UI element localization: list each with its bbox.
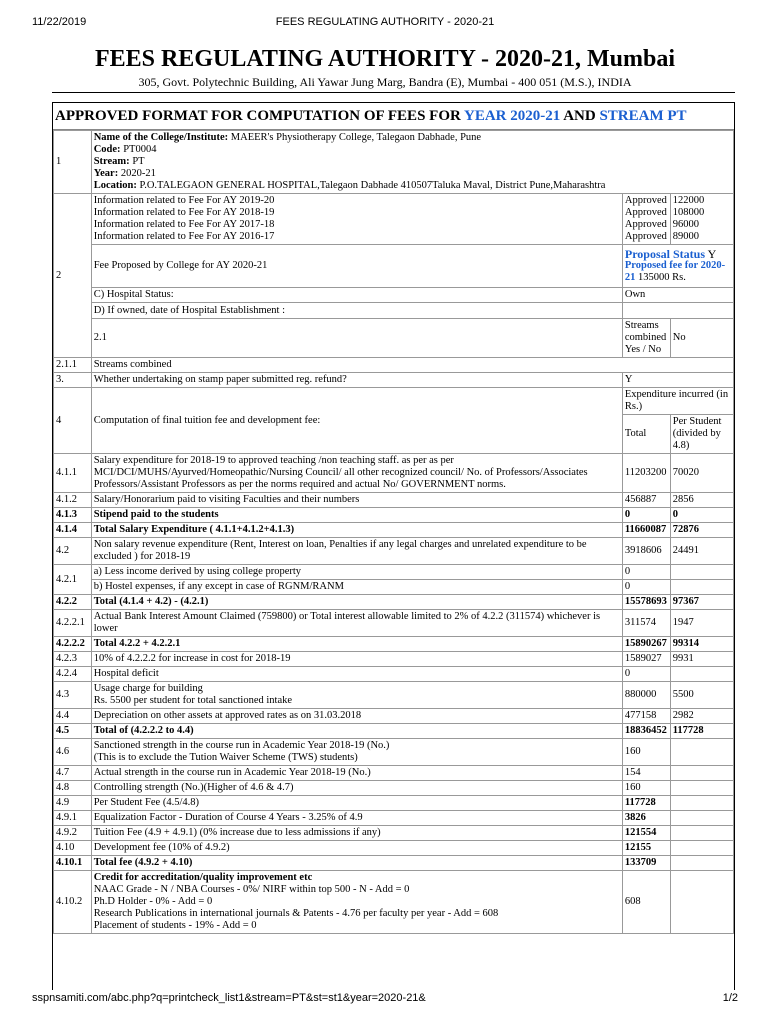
row-total: 456887 — [622, 493, 670, 508]
row-label: Total (4.1.4 + 4.2) - (4.2.1) — [91, 595, 622, 610]
year-label: Year: — [93, 168, 119, 179]
fee-info-amount: 122000 — [672, 195, 705, 206]
row-total: 477158 — [622, 709, 670, 724]
row-total: 11660087 — [622, 523, 670, 538]
credit-line: Placement of students - 19% - Add = 0 — [93, 920, 257, 931]
row-number: 4 — [54, 388, 92, 454]
row-number: 1 — [54, 131, 92, 194]
divider — [52, 92, 735, 93]
fee-info-amount: 96000 — [672, 219, 700, 230]
row-per-student — [670, 856, 733, 871]
heading-and: AND — [560, 108, 600, 124]
row-label: Whether undertaking on stamp paper submitted reg. refund? — [91, 373, 622, 388]
row-number: 4.6 — [54, 739, 92, 766]
heading-year: YEAR 2020-21 — [464, 108, 561, 124]
row-per-student — [670, 781, 733, 796]
fee-info-label: Information related to Fee For AY 2019-20 — [93, 195, 275, 206]
table-row — [54, 493, 734, 508]
college-row — [54, 131, 734, 194]
table-row — [54, 538, 734, 565]
fee-info-label: Information related to Fee For AY 2016-17 — [93, 231, 275, 242]
stream-label: Stream: — [93, 156, 130, 167]
proposal-status-cell — [622, 245, 733, 288]
row-per-student: 5500 — [670, 682, 733, 709]
row-per-student: 1947 — [670, 610, 733, 637]
row-total: 15890267 — [622, 637, 670, 652]
row-label: Usage charge for building Rs. 5500 per student for total sanctioned intake — [91, 682, 622, 709]
row-number: 2 — [54, 194, 92, 358]
code-label: Code: — [93, 144, 121, 155]
credit-line: NAAC Grade - N / NBA Courses - 0%/ NIRF within top 500 - N - Add = 0 — [93, 884, 410, 895]
credit-details — [91, 871, 622, 934]
row-number: 4.2.2.2 — [54, 637, 92, 652]
row-label: Hospital deficit — [91, 667, 622, 682]
row-number: 4.4 — [54, 709, 92, 724]
proposed-fee-value: 135000 Rs. — [637, 272, 686, 283]
table-row — [54, 781, 734, 796]
row-per-student: 97367 — [670, 595, 733, 610]
hospital-date-row — [54, 303, 734, 319]
row-number: 3. — [54, 373, 92, 388]
row-number: 4.10.1 — [54, 856, 92, 871]
row-label: Salary expenditure for 2018-19 to approved teaching /non teaching staff. as per as per MCI/DCI/MUHS/Ayurved/Homeopathic/Nursing Council/ all other recognized council/ No. of Professors/Associates Professors/Assistant Professors as per the norms required and actual No/ GOVERNMENT norms. — [91, 454, 622, 493]
table-row — [54, 796, 734, 811]
fee-info-status: Approved — [624, 231, 667, 242]
credit-line: Ph.D Holder - 0% - Add = 0 — [93, 896, 213, 907]
table-row — [54, 709, 734, 724]
print-footer — [0, 992, 770, 1006]
table-row — [54, 595, 734, 610]
sub-number: 2.1 — [91, 319, 622, 358]
row-per-student: 0 — [670, 508, 733, 523]
college-name: MAEER's Physiotherapy College, Talegaon Dabhade, Pune — [230, 132, 482, 143]
streams-combined-row — [54, 319, 734, 358]
college-details — [91, 131, 733, 194]
row-total: 18836452 — [622, 724, 670, 739]
row-per-student: 9931 — [670, 652, 733, 667]
expenditure-header: Expenditure incurred (in Rs.) — [622, 388, 733, 415]
name-label: Name of the College/Institute: — [93, 132, 229, 143]
row-label: Stipend paid to the students — [91, 508, 622, 523]
row-per-student: 117728 — [670, 724, 733, 739]
proposal-status-label: Proposal Status — [624, 247, 705, 261]
fee-table — [53, 130, 734, 934]
row-label: 10% of 4.2.2.2 for increase in cost for 2018-19 — [91, 652, 622, 667]
row-label: Per Student Fee (4.5/4.8) — [91, 796, 622, 811]
row-per-student — [670, 739, 733, 766]
print-url: sspnsamiti.com/abc.php?q=printcheck_list1&stream=PT&st=st1&year=2020-21& — [32, 992, 426, 1004]
row-total: 0 — [622, 508, 670, 523]
row-number: 4.9.2 — [54, 826, 92, 841]
row-number: 4.2.2 — [54, 595, 92, 610]
row-label: Actual Bank Interest Amount Claimed (759800) or Total interest allowable limited to 2% of 4.2.2 (311574) whichever is lower — [91, 610, 622, 637]
row-total: 160 — [622, 781, 670, 796]
row-per-student — [670, 766, 733, 781]
row-label: Tuition Fee (4.9 + 4.9.1) (0% increase due to less admissions if any) — [91, 826, 622, 841]
row-number: 4.3 — [54, 682, 92, 709]
row-per-student: 24491 — [670, 538, 733, 565]
row-label: Development fee (10% of 4.9.2) — [91, 841, 622, 856]
row-label: Sanctioned strength in the course run in Academic Year 2018-19 (No.) (This is to exclude the Tution Waiver Scheme (TWS) students) — [91, 739, 622, 766]
hospital-status-row — [54, 288, 734, 303]
row-4-header — [54, 388, 734, 415]
row-label: Total Salary Expenditure ( 4.1.1+4.1.2+4.1.3) — [91, 523, 622, 538]
table-row — [54, 523, 734, 538]
row-number: 4.1.4 — [54, 523, 92, 538]
table-row — [54, 856, 734, 871]
fee-info-amounts — [670, 194, 733, 245]
proposal-status-value: Y — [707, 247, 717, 261]
table-row — [54, 667, 734, 682]
fee-info-status: Approved — [624, 207, 667, 218]
row-value: Y — [622, 373, 733, 388]
row-total: 880000 — [622, 682, 670, 709]
print-title: FEES REGULATING AUTHORITY - 2020-21 — [275, 16, 495, 28]
row-3 — [54, 373, 734, 388]
row-per-student — [670, 796, 733, 811]
total-header: Total — [622, 415, 670, 454]
row-number: 4.1.3 — [54, 508, 92, 523]
row-total: 0 — [622, 667, 670, 682]
table-row — [54, 652, 734, 667]
page-title: FEES REGULATING AUTHORITY - 2020-21, Mumbai — [94, 46, 676, 72]
row-total: 0 — [622, 580, 670, 595]
print-date: 11/22/2019 — [32, 16, 87, 28]
row-per-student — [670, 580, 733, 595]
row-number: 4.1.1 — [54, 454, 92, 493]
row-total: 608 — [622, 871, 670, 934]
row-total: 311574 — [622, 610, 670, 637]
row-per-student: 2982 — [670, 709, 733, 724]
row-number: 4.7 — [54, 766, 92, 781]
row-label: Total fee (4.9.2 + 4.10) — [91, 856, 622, 871]
row-total: 160 — [622, 739, 670, 766]
row-per-student: 2856 — [670, 493, 733, 508]
row-4-2-1-a — [54, 565, 734, 580]
row-label: Controlling strength (No.)(Higher of 4.6 & 4.7) — [91, 781, 622, 796]
row-label: Salary/Honorarium paid to visiting Faculties and their numbers — [91, 493, 622, 508]
row-label: Actual strength in the course run in Academic Year 2018-19 (No.) — [91, 766, 622, 781]
heading-prefix: APPROVED FORMAT FOR COMPUTATION OF FEES FOR — [55, 108, 465, 124]
row-total: 11203200 — [622, 454, 670, 493]
row-total: 1589027 — [622, 652, 670, 667]
table-row — [54, 508, 734, 523]
table-row — [54, 637, 734, 652]
hospital-status-label: C) Hospital Status: — [91, 288, 622, 303]
fee-info-amount: 108000 — [672, 207, 705, 218]
table-row — [54, 724, 734, 739]
row-number: 4.2.4 — [54, 667, 92, 682]
college-stream: PT — [132, 156, 145, 167]
row-number: 4.10 — [54, 841, 92, 856]
row-label: Depreciation on other assets at approved rates as on 31.03.2018 — [91, 709, 622, 724]
table-row — [54, 739, 734, 766]
row-total: 3826 — [622, 811, 670, 826]
row-label: Streams combined — [91, 358, 733, 373]
heading-stream: STREAM PT — [599, 108, 687, 124]
streams-combined-value: No — [670, 319, 733, 358]
row-per-student — [670, 811, 733, 826]
row-total: 0 — [622, 565, 670, 580]
row-per-student — [670, 826, 733, 841]
row-per-student: 70020 — [670, 454, 733, 493]
row-2-1-1 — [54, 358, 734, 373]
streams-combined-label: Streams combined Yes / No — [622, 319, 670, 358]
fee-info-status: Approved — [624, 195, 667, 206]
row-number: 4.9 — [54, 796, 92, 811]
row-total: 117728 — [622, 796, 670, 811]
fee-info-label: Information related to Fee For AY 2018-19 — [93, 207, 275, 218]
row-number: 4.10.2 — [54, 871, 92, 934]
form-heading — [53, 103, 734, 130]
row-label: Total of (4.2.2.2 to 4.4) — [91, 724, 622, 739]
hospital-date-value — [622, 303, 733, 319]
print-header — [0, 16, 770, 30]
row-per-student: 99314 — [670, 637, 733, 652]
proposed-fee-label: Fee Proposed by College for AY 2020-21 — [91, 245, 622, 288]
per-student-header: Per Student (divided by 4.8) — [670, 415, 733, 454]
row-total: 121554 — [622, 826, 670, 841]
row-number: 4.2.1 — [54, 565, 92, 595]
row-total: 154 — [622, 766, 670, 781]
hospital-date-label: D) If owned, date of Hospital Establishment : — [91, 303, 622, 319]
row-per-student — [670, 841, 733, 856]
row-label: a) Less income derived by using college property — [91, 565, 622, 580]
row-label: Computation of final tuition fee and development fee: — [91, 388, 622, 454]
proposed-fee-row — [54, 245, 734, 288]
table-row — [54, 841, 734, 856]
fee-info-labels — [91, 194, 622, 245]
row-4-2-1-b — [54, 580, 734, 595]
row-number: 4.2.2.1 — [54, 610, 92, 637]
row-number: 4.2.3 — [54, 652, 92, 667]
college-location: P.O.TALEGAON GENERAL HOSPITAL,Talegaon Dabhade 410507Taluka Maval, District Pune,Maharashtra — [139, 180, 606, 191]
table-row — [54, 454, 734, 493]
row-number: 4.1.2 — [54, 493, 92, 508]
credit-line: Research Publications in international journals & Patents - 4.76 per faculty per year - Add = 608 — [93, 908, 499, 919]
college-code: PT0004 — [123, 144, 157, 155]
row-number: 4.2 — [54, 538, 92, 565]
fee-info-amount: 89000 — [672, 231, 700, 242]
fee-info-row — [54, 194, 734, 245]
row-per-student — [670, 871, 733, 934]
fee-info-statuses — [622, 194, 670, 245]
row-total: 12155 — [622, 841, 670, 856]
row-label: b) Hostel expenses, if any except in case of RGNM/RANM — [91, 580, 622, 595]
row-4-10-2 — [54, 871, 734, 934]
row-number: 4.8 — [54, 781, 92, 796]
table-row — [54, 766, 734, 781]
row-total: 3918606 — [622, 538, 670, 565]
row-label: Equalization Factor - Duration of Course 4 Years - 3.25% of 4.9 — [91, 811, 622, 826]
credit-heading: Credit for accreditation/quality improvement etc — [93, 872, 313, 883]
hospital-status-value: Own — [622, 288, 733, 303]
row-total: 15578693 — [622, 595, 670, 610]
row-total: 133709 — [622, 856, 670, 871]
row-label: Total 4.2.2 + 4.2.2.1 — [91, 637, 622, 652]
table-row — [54, 682, 734, 709]
address: 305, Govt. Polytechnic Building, Ali Yawar Jung Marg, Bandra (E), Mumbai - 400 051 (M.S.), INDIA — [138, 75, 632, 89]
row-number: 2.1.1 — [54, 358, 92, 373]
page-number: 1/2 — [722, 992, 738, 1004]
college-year: 2020-21 — [120, 168, 156, 179]
proposed-fee-for-label: Proposed fee for 2020-21 — [624, 260, 726, 283]
table-row — [54, 811, 734, 826]
row-per-student — [670, 565, 733, 580]
location-label: Location: — [93, 180, 137, 191]
row-number: 4.9.1 — [54, 811, 92, 826]
table-row — [54, 826, 734, 841]
fee-form — [52, 102, 735, 990]
fee-info-label: Information related to Fee For AY 2017-18 — [93, 219, 275, 230]
row-per-student: 72876 — [670, 523, 733, 538]
fee-info-status: Approved — [624, 219, 667, 230]
row-number: 4.5 — [54, 724, 92, 739]
table-row — [54, 610, 734, 637]
row-per-student — [670, 667, 733, 682]
row-label: Non salary revenue expenditure (Rent, Interest on loan, Penalties if any legal charges and unrelated expenditure to be excluded ) for 2018-19 — [91, 538, 622, 565]
